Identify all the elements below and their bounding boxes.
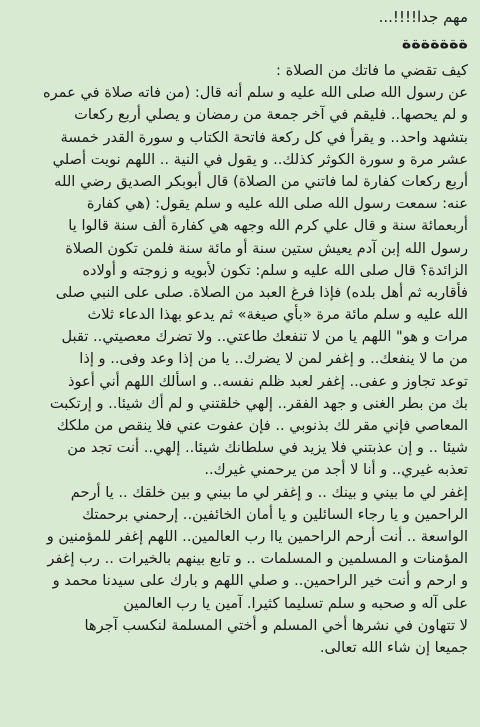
post-body — [12, 60, 468, 659]
post-header: مهم جدا!!!!... — [378, 8, 468, 26]
body-line: تعذبه غيري.. و أنا لا أجد من يرحمني غيرك.. — [204, 461, 468, 479]
body-line: عنه: سمعت رسول الله صلى الله عليه و سلم يقول: (هي كفارة — [86, 195, 468, 213]
body-line: المؤمنات و المسلمين و المسلمات .. و تابع بينهم بالخيرات .. رب إغفر — [47, 550, 468, 568]
body-line: عن رسول الله صلى الله عليه و سلم أنه قال: (من فاته صلاة في عمره — [42, 84, 468, 102]
body-line: شيئا .. و إن عذبتني فلا يزيد في سلطانك شيئا.. إلهي.. أنت تجد من — [67, 439, 468, 457]
body-line: على آله و صحبه و سلم تسليما كثيرا. آمين يا رب العالمين — [123, 594, 468, 612]
body-line: رسول الله إبن آدم يعيش ستين سنة أو مائة سنة فلمن تكون الصلاة — [65, 239, 468, 257]
body-line: الزائدة؟ قال صلى الله عليه و سلم: تكون لأبويه و زوجته و أولاده — [82, 261, 468, 279]
body-line: و لم يحصها.. فليقم في آخر جمعة من رمضان و يصلي أربع ركعات — [74, 106, 468, 124]
body-line: و ارحم و أنت خير الراحمين.. و صلي اللهم و بارك على سيدنا محمد و — [52, 572, 468, 590]
body-line: كيف تقضي ما فاتك من الصلاة : — [276, 62, 468, 79]
body-line: مرات و هو" اللهم يا من لا تنفعك طاعتي.. ولا تضرك معصيتي.. تقبل — [61, 328, 468, 346]
body-line: إغفر لي ما بيني و بينك .. و إغفر لي ما بيني و بين خلقك .. يا أرحم — [70, 483, 468, 501]
body-line: عشر مرة و سورة الكوثر كذلك.. و يقول في النية .. اللهم نويت أصلي — [52, 150, 468, 168]
body-line: بك من بطر الغنى و جهد الفقر.. إلهي خلقتني و لم أك شيئا.. و إرتكبت — [49, 394, 468, 412]
body-line: بتشهد واحد.. و يقرأ في كل ركعة فاتحة الكتاب و سورة القدر خمسة — [60, 128, 468, 146]
body-line: جميعا إن شاء الله تعالى. — [319, 638, 468, 656]
body-line: من ما لا ينفعك.. و إغفر لمن لا يضرك.. يا من إذا وعد وفى.. و إذا — [79, 350, 468, 368]
body-line: فأقاربه ثم أهل بلده) فإذا فرغ العبد من الصلاة. صلى على النبي صلى — [55, 283, 468, 301]
post-title: ةةةةةةة — [401, 33, 468, 52]
body-line: الواسعة .. أنت أرحم الراحمين ياا رب العالمين.. اللهم إغفر للمؤمنين و — [46, 527, 468, 545]
body-line: الراحمين و يا رجاء السائلين و يا أمان الخائفين.. إرحمني برحمتك — [82, 505, 468, 523]
body-line: لا تتهاون في نشرها أخي المسلم و أختي المسلمة لنكسب آجرها — [84, 616, 468, 634]
body-line: أربع ركعات كفارة لما فاتني من الصلاة) قال أبوبكر الصديق رضي الله — [54, 172, 468, 190]
body-line: أربعمائة سنة و قال علي كرم الله وجهه هي كفارة ألف سنة قالوا يا — [68, 217, 468, 235]
body-line: المعاصي فإني مقر لك بذنوبي .. فإن عفوت عني فلا ينقص من ملكك — [56, 417, 468, 434]
body-line: توعد تجاوز و عفى.. إغفر لعبد ظلم نفسه.. و اسألك اللهم أني أعوذ — [67, 372, 468, 390]
body-line: الله عليه و سلم مائة مرة «بأي صيغة» ثم يدعو بهذا الدعاء ثلاث — [87, 306, 468, 324]
